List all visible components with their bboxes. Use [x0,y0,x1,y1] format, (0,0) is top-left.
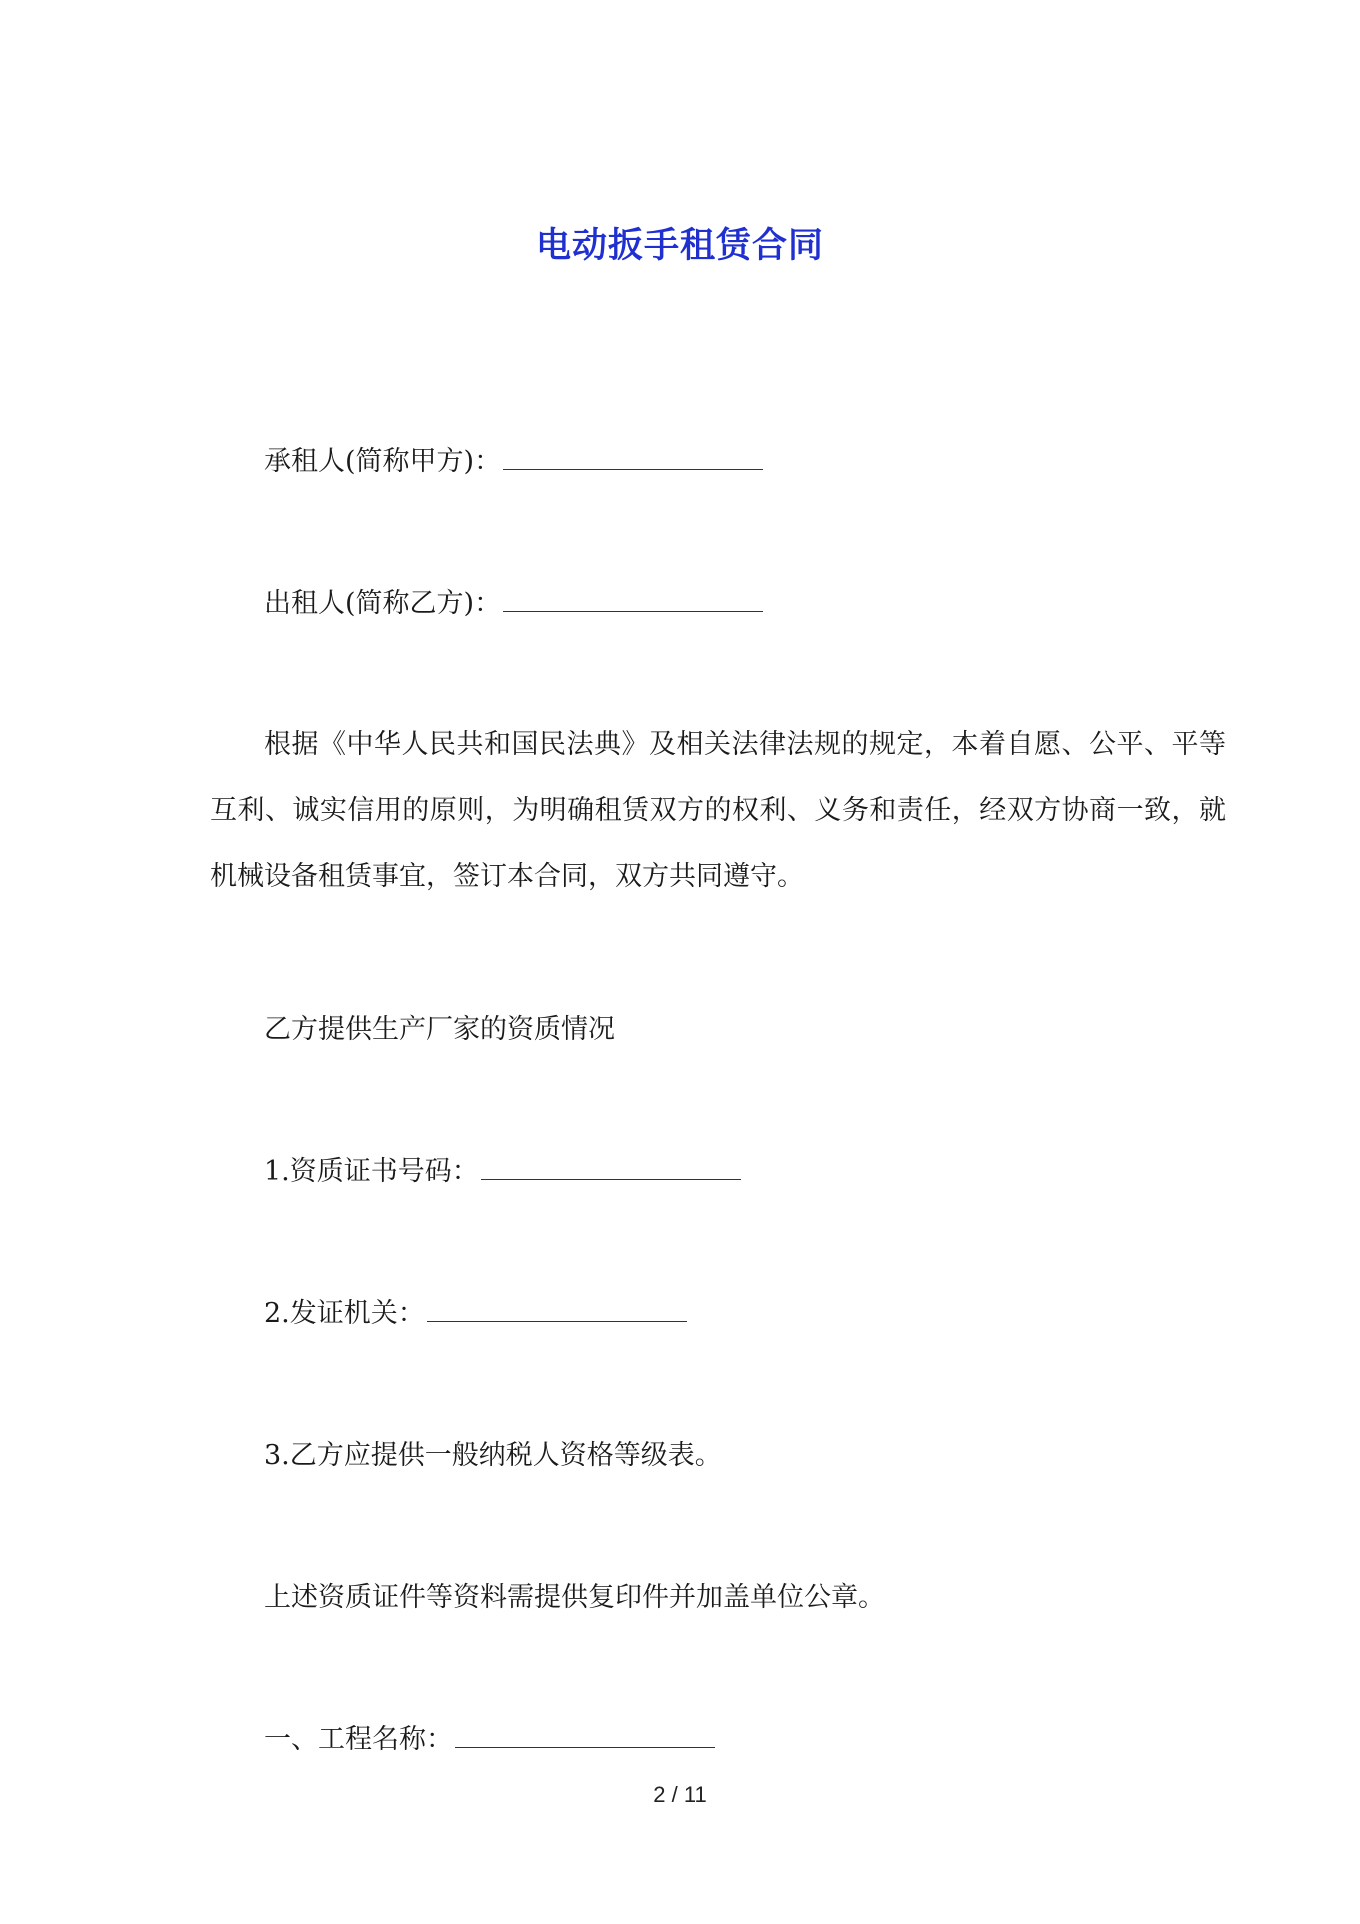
project-name-line [264,1722,715,1758]
lessee-label: 承租人(简称甲方)： [264,446,502,477]
lessor-blank[interactable] [503,587,763,612]
issuer-blank[interactable] [427,1297,687,1322]
page-number: 2 / 11 [653,1782,707,1807]
lessor-line [264,586,763,622]
cert-number-label: 1.资质证书号码： [264,1156,479,1187]
qualification-heading: 乙方提供生产厂家的资质情况 [264,1014,615,1045]
cert-number-line [264,1154,741,1190]
project-name-blank[interactable] [455,1723,715,1748]
issuer-line [264,1296,687,1332]
lessor-label: 出租人(简称乙方)： [264,588,502,619]
project-name-label: 一、工程名称： [264,1724,453,1755]
lessee-blank[interactable] [503,445,763,470]
issuer-label: 2.发证机关： [264,1298,425,1329]
cert-number-blank[interactable] [481,1155,741,1180]
lessee-line [264,444,763,480]
document-title: 电动扳手租赁合同 [535,225,824,266]
intro-paragraph: 根据《中华人民共和国民法典》及相关法律法规的规定，本着自愿、公平、平等互利、诚实信用的原则，为明确租赁双方的权利、义务和责任，经双方协商一致，就机械设备租赁事宜，签订本合同，双方共同遵守。 [210,729,1226,892]
tax-qualification-line: 3.乙方应提供一般纳税人资格等级表。 [264,1440,722,1471]
seal-note-line: 上述资质证件等资料需提供复印件并加盖单位公章。 [264,1582,885,1613]
